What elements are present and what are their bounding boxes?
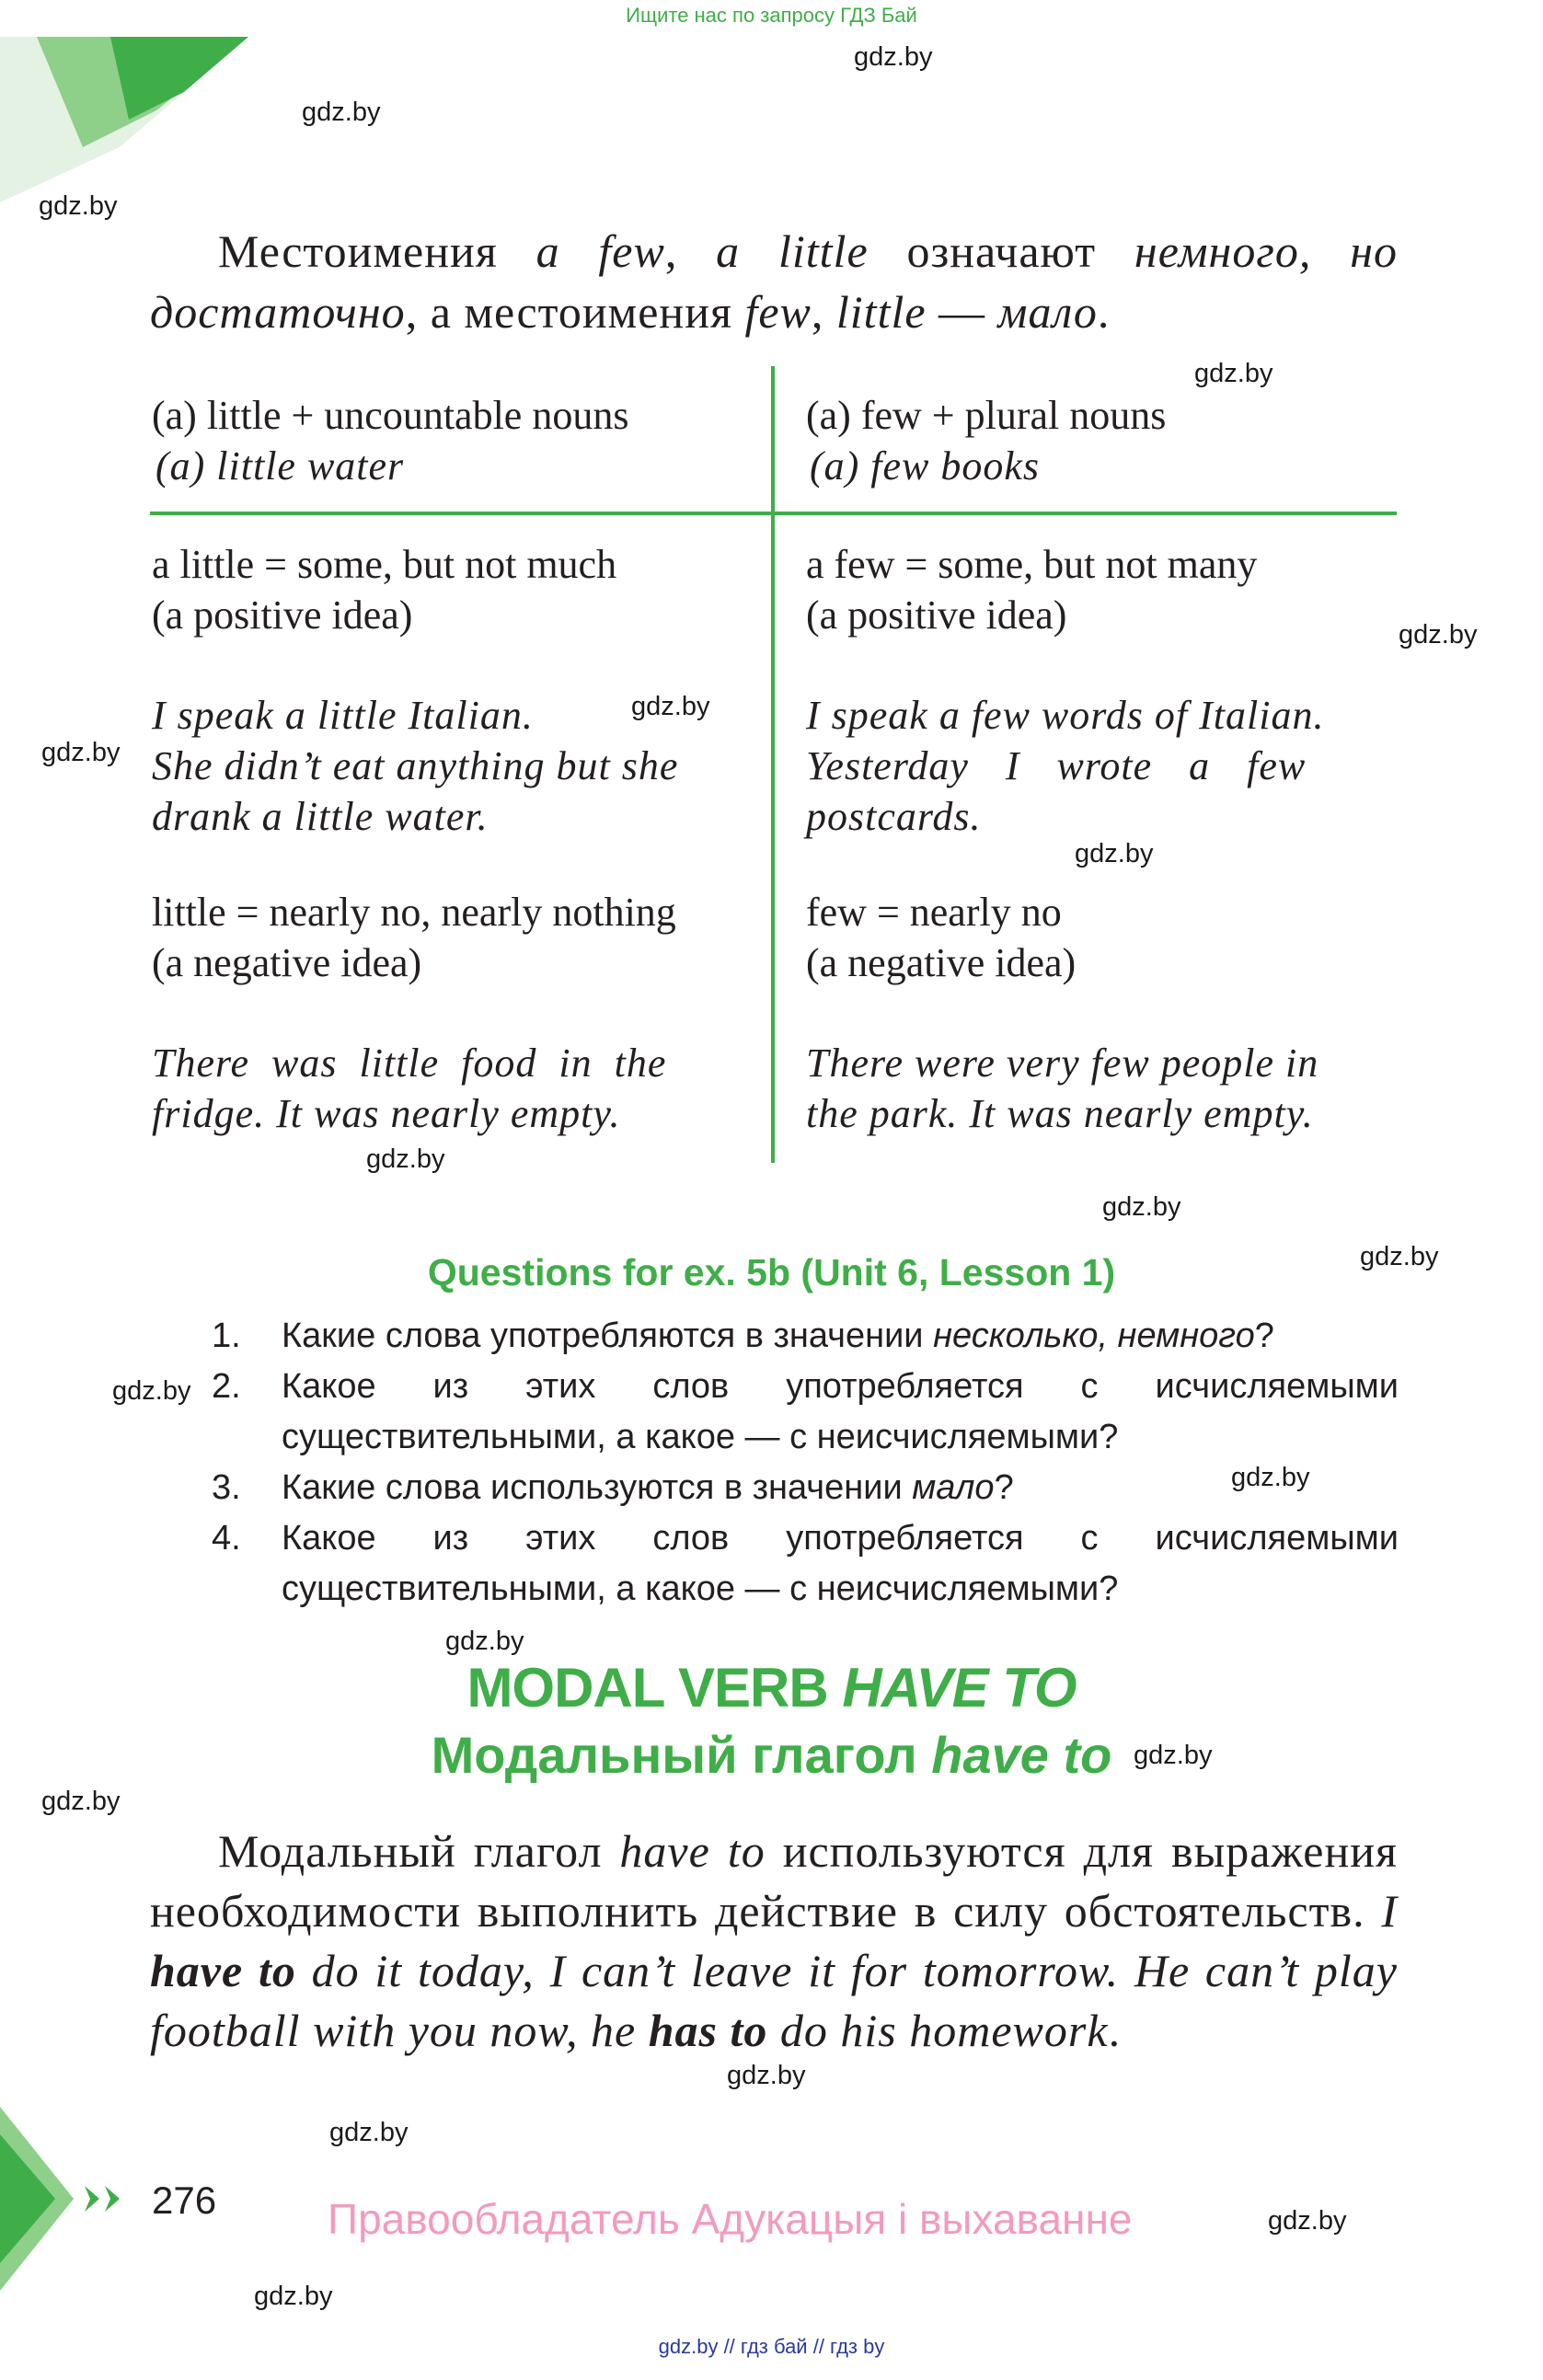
section-title-term: HAVE TO [842, 1657, 1077, 1719]
questions-list [212, 1311, 1399, 1615]
paragraph-space [718, 2005, 731, 2056]
watermark: gdz.by [329, 2118, 409, 2147]
left-rule-negative [152, 887, 676, 988]
question-number: 2. [212, 1367, 241, 1406]
right-rule-negative-definition: few = nearly no [806, 890, 1062, 935]
watermark: gdz.by [39, 191, 118, 221]
paragraph-example-bold: to [730, 2005, 768, 2056]
left-header [152, 390, 628, 491]
watermark: gdz.by [1268, 2206, 1347, 2236]
watermark: gdz.by [366, 1144, 445, 1174]
right-rule-positive-note: (a positive idea) [806, 592, 1067, 638]
question-text-part: Какие слова используются в значении [282, 1468, 913, 1507]
explanation-paragraph [150, 1822, 1398, 2061]
paragraph-example: I [1381, 1885, 1398, 1937]
paragraph-example-bold: has [648, 2005, 718, 2056]
right-example: There were very few people in [806, 1041, 1319, 1086]
watermark: gdz.by [1231, 1463, 1310, 1492]
table-vertical-rule [771, 366, 775, 1163]
intro-text: , [664, 225, 717, 277]
intro-paragraph [150, 221, 1398, 342]
right-examples-negative [806, 1038, 1318, 1139]
watermark: gdz.by [1075, 839, 1154, 868]
intro-term: little [835, 286, 927, 338]
watermark: gdz.by [41, 738, 121, 767]
intro-text: . [1097, 286, 1111, 338]
header-banner[interactable]: Ищите нас по запросу ГДЗ Бай [626, 4, 917, 27]
right-example: I speak a few words of Italian. [806, 693, 1325, 738]
right-examples-positive [806, 690, 1324, 842]
watermark: gdz.by [445, 1627, 524, 1656]
right-example: the park. It was nearly empty. [806, 1091, 1314, 1136]
paragraph-example: do it today, I can’t leave it for tomorrow. He can’t play football with you now, he [150, 1945, 1398, 2056]
section-title-part: MODAL VERB [466, 1657, 843, 1719]
question-text-part: ? [994, 1468, 1014, 1507]
intro-term: немного, но [1134, 225, 1398, 277]
paragraph-example-bold: have to [150, 1945, 296, 1996]
watermark: gdz.by [631, 692, 710, 721]
corner-decoration [0, 37, 267, 202]
question-item [212, 1463, 1399, 1513]
left-header-rule: (a) little + uncountable nouns [152, 393, 629, 438]
left-example: I speak a little Italian. [152, 693, 534, 738]
watermark: gdz.by [1360, 1242, 1439, 1271]
intro-text: Местоимения [218, 225, 536, 277]
question-number: 4. [212, 1519, 241, 1558]
left-rule-positive [152, 539, 616, 640]
left-rule-positive-definition: a little = some, but not much [152, 542, 617, 587]
watermark: gdz.by [302, 98, 381, 127]
question-term: несколько, немного [933, 1316, 1255, 1355]
right-rule-negative-note: (a negative idea) [806, 940, 1077, 985]
left-rule-negative-definition: little = nearly no, nearly nothing [152, 890, 676, 935]
question-text-part: Какие слова употребляются в значении [282, 1316, 934, 1355]
left-example: fridge. It was nearly empty. [152, 1091, 621, 1136]
paragraph-text: Модальный глагол [218, 1825, 620, 1877]
watermark: gdz.by [1102, 1192, 1181, 1222]
intro-term: a little [716, 225, 869, 277]
right-example: Yesterday I wrote a few [806, 743, 1307, 788]
copyright-notice: Правообладатель Адукацыя і выхаванне [328, 2195, 1133, 2243]
paragraph-text: используются для выражения необходимости выполнить действие в силу обстоятельств. [150, 1825, 1398, 1937]
question-item [212, 1311, 1399, 1362]
intro-text: — [926, 286, 998, 338]
paragraph-example: do his homework [767, 2005, 1109, 2056]
question-number: 3. [212, 1468, 241, 1507]
paragraph-text: . [1108, 2005, 1122, 2056]
watermark: gdz.by [41, 1787, 121, 1816]
right-example: postcards. [806, 794, 982, 839]
right-rule-negative [806, 887, 1076, 988]
question-text [282, 1311, 1399, 1362]
intro-term: мало [997, 286, 1098, 338]
right-rule-positive [806, 539, 1257, 640]
left-examples-negative [152, 1038, 666, 1139]
section-title-term: have to [931, 1726, 1112, 1784]
watermark: gdz.by [1134, 1741, 1213, 1770]
question-text: Какое из этих слов употребляется с исчисляемыми существительными, а какое — с неисчисляемыми? [282, 1519, 1399, 1608]
watermark: gdz.by [1194, 359, 1273, 388]
intro-term: a few [535, 225, 665, 277]
left-examples-positive [152, 690, 678, 842]
intro-term: достаточно [150, 286, 406, 338]
intro-term: few [744, 286, 812, 338]
paragraph-term: have to [619, 1825, 766, 1877]
right-header-example: (a) few books [810, 443, 1041, 489]
watermark: gdz.by [254, 2282, 333, 2311]
watermark: gdz.by [727, 2061, 806, 2090]
section-title-english [0, 1656, 1543, 1719]
question-text [282, 1463, 1399, 1513]
table-horizontal-rule [150, 512, 1397, 515]
left-example: There was little food in the [152, 1041, 667, 1086]
question-text-part: ? [1254, 1316, 1274, 1355]
intro-text: , [811, 286, 836, 338]
footer-links[interactable]: gdz.by // гдз бай // гдз by [658, 2335, 885, 2358]
question-number: 1. [212, 1316, 241, 1355]
watermark: gdz.by [854, 42, 933, 72]
questions-heading: Questions for ex. 5b (Unit 6, Lesson 1) [427, 1251, 1116, 1293]
right-rule-positive-definition: a few = some, but not many [806, 542, 1258, 587]
question-item [212, 1513, 1399, 1615]
left-header-example: (a) little water [155, 443, 405, 489]
section-title-russian [0, 1725, 1543, 1785]
intro-text: , а местоимения [405, 286, 745, 338]
page-number: 276 [152, 2179, 217, 2222]
question-item [212, 1362, 1399, 1463]
right-header [806, 390, 1166, 491]
section-title-part: Модальный глагол [431, 1726, 932, 1784]
left-rule-negative-note: (a negative idea) [152, 940, 422, 985]
page-arrow-decoration [0, 2107, 138, 2309]
left-example: drank a little water. [152, 794, 489, 839]
intro-text: означают [868, 225, 1134, 277]
watermark: gdz.by [112, 1376, 191, 1406]
question-term: мало [912, 1468, 995, 1507]
right-header-rule: (a) few + plural nouns [806, 393, 1167, 438]
left-rule-positive-note: (a positive idea) [152, 592, 413, 638]
question-text: Какое из этих слов употребляется с исчисляемыми существительными, а какое — с неисчисляемыми? [282, 1367, 1399, 1456]
watermark: gdz.by [1399, 620, 1478, 650]
left-example: She didn’t eat anything but she [152, 743, 679, 788]
